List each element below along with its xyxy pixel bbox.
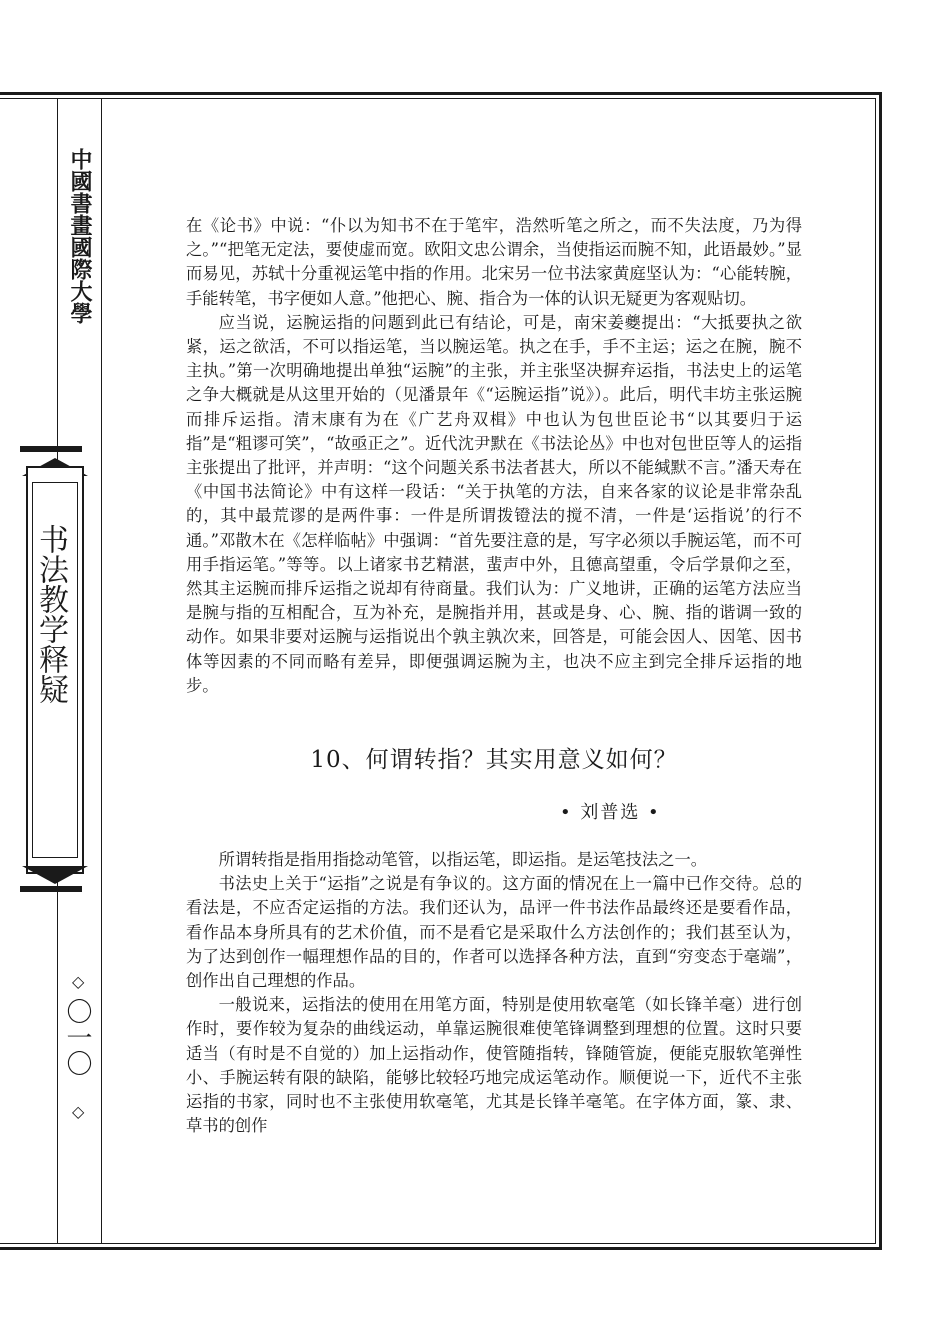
section-article-body	[186, 848, 802, 1138]
section-previous-article	[186, 214, 802, 698]
sidebar-rule-right	[101, 98, 102, 1244]
paragraph: 一般说来，运指法的使用在用笔方面，特别是使用软毫笔（如长锋羊毫）进行创作时，要作较为复杂的曲线运动，单靠运腕很难使笔锋调整到理想的位置。这时只要适当（有时是不自觉的）加上运指动作，使管随指转，锋随管旋，便能克服软笔弹性小、手腕运转有限的缺陷，能够比较轻巧地完成运笔动作。顺便说一下，近代不主张运指的书家，同时也不主张使用软毫笔，尤其是长锋羊毫笔。在字体方面，篆、隶、草书的创作	[186, 995, 802, 1136]
page-number: 〇一〇	[62, 998, 92, 1076]
article-author: • 刘普选 •	[560, 802, 661, 823]
paragraph: 书法史上关于“运指”之说是有争议的。这方面的情况在上一篇中已作交待。总的看法是，不应否定运指的方法。我们还认为，品评一件书法作品最终还是要看作品，看作品本身所具有的艺术价值，而不是看它是采取什么方法创作的；我们甚至认为，为了达到创作一幅理想作品的目的，作者可以选择各种方法，直到“穷变态于毫端”，创作出自己理想的作品。	[186, 874, 802, 991]
paragraph: 所谓转指是指用指捻动笔管，以指运笔，即运指。是运笔技法之一。	[218, 850, 708, 869]
book-title: 书法教学释疑	[33, 524, 68, 704]
paragraph: 应当说，运腕运指的问题到此已有结论，可是，南宋姜夔提出：“大抵要执之欲紧，运之欲活，不可以指运笔，当以腕运笔。执之在手，手不主运；运之在腕，腕不主执。”第一次明确地提出单独“运腕”的主张，并主张坚决摒弃运指，书法史上的运笔之争大概就是从这里开始的（见潘景年《“运腕运指”说》）。此后，明代丰坊主张运腕而排斥运指。清末康有为在《广艺舟双楫》中也认为包世臣论书“以其要归于运指”是“粗谬可笑”，“故亟正之”。近代沈尹默在《书法论丛》中也对包世臣等人的运指主张提出了批评，并声明：“这个问题关系书法者甚大，所以不能缄默不言。”潘天寿在《中国书法简论》中有这样一段话：“关于执笔的方法，自来各家的议论是非常杂乱的，其中最荒谬的是两件事：一件是所谓拨镫法的搅不清，一件是‘运指说’的行不通。”邓散木在《怎样临帖》中强调：“首先要注意的是，写字必须以手腕运笔，而不可用手指运笔。”等等。以上诸家书艺精湛，蜚声中外，且德高望重，令后学景仰之至，然其主运腕而排斥运指之说却有待商量。我们认为：广义地讲，正确的运笔方法应当是腕与指的互相配合，互为补充，是腕指并用，甚或是身、心、腕、指的谐调一致的动作。如果非要对运腕与运指说出个孰主孰次来，回答是，可能会因人、因笔、因书体等因素的不同而略有差异，即便强调运腕为主，也决不应主到完全排斥运指的地步。	[186, 312, 802, 695]
paragraph: 在《论书》中说：“仆以为知书不在于笔牢，浩然听笔之所之，而不失法度，乃为得之。”“把笔无定法，要使虚而宽。欧阳文忠公谓余，当使指运而腕不知，此语最妙。”显而易见，苏轼十分重视运笔中指的作用。北宋另一位书法家黄庭坚认为：“心能转腕，手能转笔，书字便如人意。”他把心、腕、指合为一体的认识无疑更为客观贴切。	[186, 216, 802, 308]
diamond-ornament-icon: ◇	[72, 1102, 85, 1121]
title-label-bottom-bar	[20, 886, 82, 892]
article-heading: 10、何谓转指？其实用意义如何？	[310, 747, 678, 773]
institution-name: 中國書畫國際大學	[67, 148, 93, 324]
diamond-ornament-icon: ◇	[72, 972, 85, 991]
title-label-top-bar	[20, 446, 82, 452]
